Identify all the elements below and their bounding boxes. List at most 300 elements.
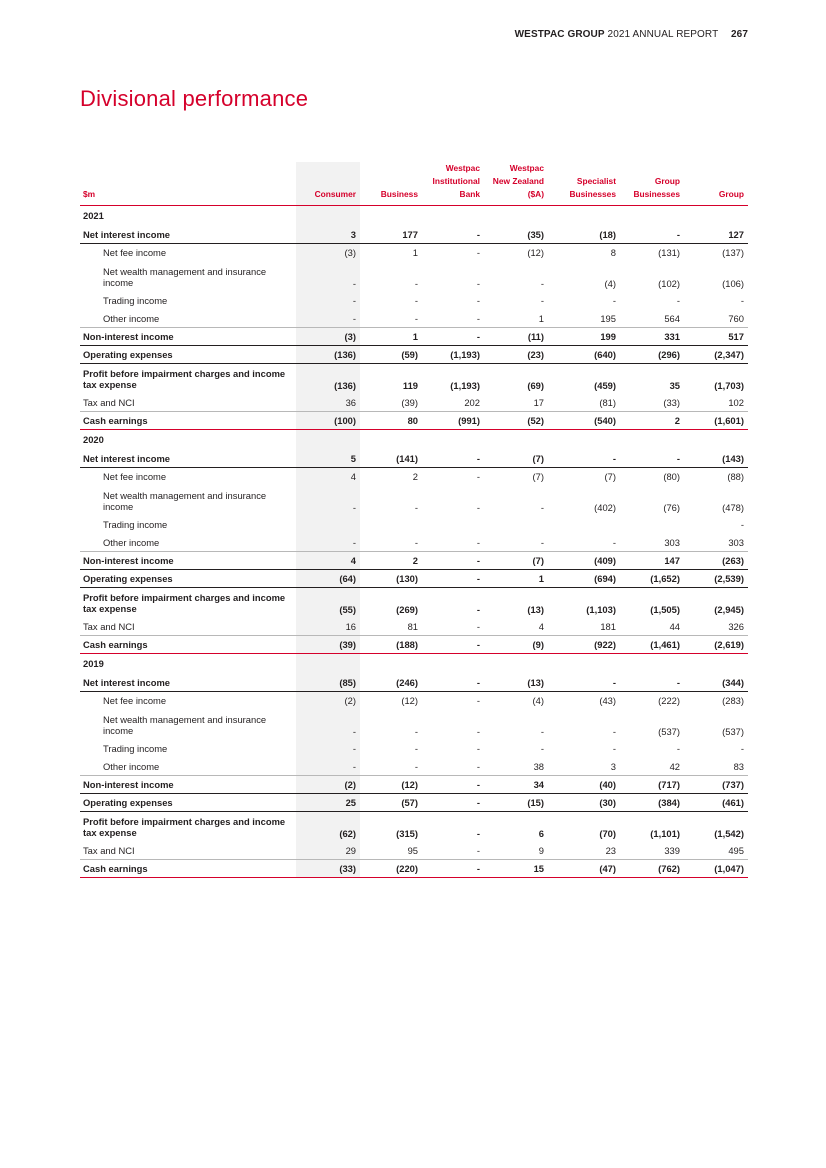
value-cell: (344) — [684, 674, 748, 692]
value-cell: - — [296, 710, 360, 740]
value-cell: 495 — [684, 842, 748, 860]
value-cell: 760 — [684, 310, 748, 328]
value-cell: - — [476, 695, 480, 707]
value-cell: 81 — [360, 618, 422, 636]
value-cell: - — [422, 534, 484, 552]
value-cell: (136) — [296, 364, 360, 394]
value-cell: (737) — [684, 776, 748, 794]
value-cell: 177 — [360, 226, 422, 244]
value-cell: (1,461) — [620, 636, 684, 654]
value-cell: 17 — [484, 394, 548, 412]
empty-cell — [296, 430, 360, 450]
empty-cell — [360, 206, 422, 226]
value-cell: 4 — [296, 468, 360, 486]
row-label: Cash earnings — [80, 860, 296, 878]
table-row — [80, 450, 748, 468]
column-header-line: Businesses — [569, 189, 616, 199]
value-cell: - — [422, 636, 484, 654]
table-row — [80, 292, 748, 310]
value-cell: 199 — [548, 328, 620, 346]
value-cell: - — [296, 310, 360, 328]
value-cell: (1,101) — [650, 827, 680, 839]
value-cell: - — [484, 534, 548, 552]
value-cell: 23 — [548, 842, 620, 860]
value-cell: (12) — [360, 776, 422, 794]
value-cell: - — [422, 758, 484, 776]
value-cell: (222) — [658, 695, 680, 707]
value-cell: 303 — [620, 534, 684, 552]
value-cell: (39) — [360, 394, 422, 412]
value-cell: - — [476, 501, 480, 513]
value-cell: (694) — [548, 570, 620, 588]
value-cell: - — [360, 758, 422, 776]
value-cell: (1,505) — [650, 603, 680, 615]
value-cell: (76) — [663, 501, 680, 513]
value-cell: (102) — [658, 277, 680, 289]
row-label: Net fee income — [103, 471, 167, 483]
column-header — [296, 162, 360, 206]
value-cell: 303 — [684, 534, 748, 552]
row-label: Profit before impairment charges and income tax expense — [83, 367, 286, 390]
empty-cell — [620, 430, 684, 450]
value-cell: 83 — [684, 758, 748, 776]
value-cell: - — [422, 842, 484, 860]
value-cell: (220) — [360, 860, 422, 878]
row-label: Operating expenses — [80, 794, 296, 812]
value-cell: - — [676, 295, 680, 306]
table-row — [80, 674, 748, 692]
value-cell: (137) — [722, 247, 744, 259]
row-label: Net interest income — [80, 226, 296, 244]
row-label: Other income — [80, 534, 296, 552]
value-cell: (88) — [727, 471, 744, 483]
value-cell: (461) — [684, 794, 748, 812]
value-cell: (9) — [484, 636, 548, 654]
value-cell: (30) — [548, 794, 620, 812]
value-cell: - — [360, 534, 422, 552]
value-cell: 181 — [548, 618, 620, 636]
value-cell: 4 — [484, 618, 548, 636]
value-cell: (717) — [620, 776, 684, 794]
value-cell: (315) — [396, 827, 418, 839]
row-label: Non-interest income — [80, 328, 296, 346]
value-cell: 42 — [620, 758, 684, 776]
value-cell: - — [540, 277, 544, 289]
value-cell: (762) — [620, 860, 684, 878]
value-cell: (33) — [620, 394, 684, 412]
value-cell: 15 — [484, 860, 548, 878]
row-label: Trading income — [103, 295, 168, 306]
value-cell: 29 — [296, 842, 360, 860]
column-header-line: Specialist — [576, 176, 616, 186]
row-label: Profit before impairment charges and income tax expense — [83, 591, 286, 614]
table-row — [80, 310, 748, 328]
value-cell: (537) — [722, 725, 744, 737]
empty-cell — [360, 654, 422, 674]
value-cell: 326 — [684, 618, 748, 636]
value-cell — [484, 516, 548, 534]
value-cell: (143) — [684, 450, 748, 468]
column-header-line: Group — [718, 189, 744, 199]
value-cell: - — [612, 743, 616, 754]
empty-cell — [484, 654, 548, 674]
value-cell: - — [422, 450, 484, 468]
value-cell: - — [422, 618, 484, 636]
year-row — [80, 430, 748, 450]
value-cell: - — [422, 570, 484, 588]
value-cell: - — [548, 534, 620, 552]
row-label: Net wealth management and insurance income — [103, 489, 267, 512]
value-cell: (478) — [722, 501, 744, 513]
column-header-line: Business — [380, 189, 418, 199]
value-cell: - — [476, 247, 480, 259]
value-cell: (640) — [548, 346, 620, 364]
value-cell: 34 — [484, 776, 548, 794]
value-cell: (64) — [296, 570, 360, 588]
table-row — [80, 262, 748, 292]
value-cell: (3) — [296, 244, 360, 262]
year-label: 2021 — [83, 210, 104, 222]
value-cell: - — [414, 743, 418, 754]
table-row — [80, 636, 748, 654]
value-cell: 339 — [620, 842, 684, 860]
value-cell: - — [612, 725, 616, 737]
value-cell: - — [476, 603, 480, 615]
running-header — [515, 29, 748, 40]
value-cell: (39) — [296, 636, 360, 654]
value-cell: (2) — [296, 692, 360, 710]
value-cell: (7) — [484, 450, 548, 468]
value-cell: 8 — [610, 247, 616, 259]
column-header — [422, 162, 484, 206]
table-row — [80, 740, 748, 758]
table-row — [80, 364, 748, 394]
column-header — [80, 162, 296, 206]
value-cell: (59) — [360, 346, 422, 364]
value-cell: - — [548, 674, 620, 692]
value-cell: (47) — [548, 860, 620, 878]
table-row — [80, 486, 748, 516]
value-cell: 38 — [484, 758, 548, 776]
value-cell: (1,652) — [620, 570, 684, 588]
value-cell: (2,619) — [684, 636, 748, 654]
table-body — [80, 206, 748, 878]
empty-cell — [684, 430, 748, 450]
table-row — [80, 588, 748, 618]
value-cell: 36 — [296, 394, 360, 412]
value-cell: 16 — [296, 618, 360, 636]
empty-cell — [620, 654, 684, 674]
value-cell: 5 — [296, 450, 360, 468]
year-row — [80, 654, 748, 674]
value-cell: 331 — [620, 328, 684, 346]
value-cell — [422, 516, 484, 534]
value-cell: (409) — [548, 552, 620, 570]
column-header-line: Westpac — [445, 163, 480, 173]
header-report-name: 2021 ANNUAL REPORT — [607, 29, 719, 40]
empty-cell — [296, 206, 360, 226]
value-cell: - — [476, 827, 480, 839]
value-cell: (991) — [422, 412, 484, 430]
value-cell: - — [422, 674, 484, 692]
value-cell: - — [414, 277, 418, 289]
value-cell: - — [740, 519, 744, 530]
value-cell: - — [476, 295, 480, 306]
value-cell: - — [740, 295, 744, 306]
value-cell: (188) — [360, 636, 422, 654]
table-row — [80, 394, 748, 412]
row-label: Non-interest income — [80, 776, 296, 794]
column-header — [484, 162, 548, 206]
table-row — [80, 860, 748, 878]
value-cell: - — [740, 743, 744, 754]
empty-cell — [422, 430, 484, 450]
value-cell: (1,047) — [684, 860, 748, 878]
value-cell: (263) — [684, 552, 748, 570]
value-cell: 2 — [412, 471, 418, 483]
table-row — [80, 842, 748, 860]
table-row — [80, 570, 748, 588]
value-cell: (85) — [296, 674, 360, 692]
table-row — [80, 226, 748, 244]
column-header — [620, 162, 684, 206]
value-cell: 3 — [548, 758, 620, 776]
table-row — [80, 468, 748, 486]
value-cell: 95 — [360, 842, 422, 860]
table-row — [80, 710, 748, 740]
value-cell: - — [296, 758, 360, 776]
table-header — [80, 162, 748, 206]
value-cell: - — [422, 552, 484, 570]
value-cell: (130) — [360, 570, 422, 588]
value-cell: - — [414, 501, 418, 513]
table-row — [80, 794, 748, 812]
column-header-line: ($A) — [527, 189, 544, 199]
value-cell: 1 — [360, 328, 422, 346]
value-cell: 80 — [360, 412, 422, 430]
value-cell: (13) — [527, 603, 544, 615]
empty-cell — [684, 206, 748, 226]
row-label: Trading income — [103, 519, 168, 530]
value-cell: (131) — [658, 247, 680, 259]
value-cell: - — [612, 295, 616, 306]
value-cell: (23) — [484, 346, 548, 364]
row-label: Non-interest income — [80, 552, 296, 570]
value-cell: (3) — [296, 328, 360, 346]
value-cell: 202 — [422, 394, 484, 412]
value-cell: (81) — [548, 394, 620, 412]
value-cell: (1,193) — [422, 346, 484, 364]
value-cell: 1 — [484, 570, 548, 588]
value-cell: (7) — [604, 471, 616, 483]
value-cell: (1,542) — [714, 827, 744, 839]
value-cell: - — [540, 743, 544, 754]
value-cell: (922) — [548, 636, 620, 654]
table-row — [80, 618, 748, 636]
column-header-line: Institutional — [432, 176, 480, 186]
value-cell: - — [422, 860, 484, 878]
table-row — [80, 758, 748, 776]
header-brand: WESTPAC GROUP — [514, 29, 605, 40]
value-cell: (106) — [722, 277, 744, 289]
value-cell: (57) — [360, 794, 422, 812]
row-label: Net wealth management and insurance income — [103, 265, 267, 288]
value-cell: (35) — [484, 226, 548, 244]
value-cell: (62) — [296, 812, 360, 842]
value-cell: 44 — [620, 618, 684, 636]
year-label: 2019 — [83, 658, 104, 670]
column-header-line: New Zealand — [492, 176, 544, 186]
value-cell: (12) — [401, 695, 418, 707]
value-cell: - — [620, 226, 684, 244]
table-row — [80, 552, 748, 570]
value-cell: - — [422, 794, 484, 812]
value-cell: (537) — [658, 725, 680, 737]
value-cell: 102 — [684, 394, 748, 412]
value-cell: 1 — [484, 310, 548, 328]
empty-cell — [296, 654, 360, 674]
empty-cell — [548, 206, 620, 226]
value-cell: (7) — [532, 471, 544, 483]
value-cell: 25 — [296, 794, 360, 812]
value-cell: 127 — [684, 226, 748, 244]
table-row — [80, 412, 748, 430]
value-cell — [620, 516, 684, 534]
column-header-line: Bank — [459, 189, 480, 199]
value-cell: - — [676, 743, 680, 754]
value-cell: (1,703) — [714, 379, 744, 391]
column-header-line: Consumer — [314, 189, 356, 199]
row-label: Net wealth management and insurance income — [103, 713, 267, 736]
page-number: 267 — [731, 29, 748, 40]
empty-cell — [684, 654, 748, 674]
row-label: Other income — [80, 310, 296, 328]
value-cell: 2 — [360, 552, 422, 570]
empty-cell — [484, 206, 548, 226]
value-cell: (11) — [484, 328, 548, 346]
row-label: Cash earnings — [80, 636, 296, 654]
row-label: Tax and NCI — [80, 618, 296, 636]
table-row — [80, 692, 748, 710]
row-label: Net fee income — [103, 247, 167, 259]
divisional-performance-table — [80, 162, 748, 878]
value-cell: (269) — [396, 603, 418, 615]
empty-cell — [484, 430, 548, 450]
value-cell: - — [540, 725, 544, 737]
empty-cell — [548, 654, 620, 674]
empty-cell — [620, 206, 684, 226]
value-cell: - — [548, 450, 620, 468]
empty-cell — [548, 430, 620, 450]
value-cell: (1,193) — [450, 379, 480, 391]
value-cell: (52) — [484, 412, 548, 430]
empty-cell — [422, 206, 484, 226]
row-label: Trading income — [103, 743, 168, 754]
value-cell — [296, 516, 360, 534]
value-cell: (7) — [484, 552, 548, 570]
page-title: Divisional performance — [80, 86, 309, 111]
value-cell: - — [296, 262, 360, 292]
value-cell: - — [476, 471, 480, 483]
value-cell: - — [414, 295, 418, 306]
value-cell: (69) — [527, 379, 544, 391]
value-cell: (55) — [296, 588, 360, 618]
value-cell: (2,945) — [714, 603, 744, 615]
value-cell: 517 — [684, 328, 748, 346]
value-cell: - — [422, 328, 484, 346]
value-cell: - — [476, 277, 480, 289]
value-cell: (1,103) — [586, 603, 616, 615]
value-cell: - — [422, 226, 484, 244]
column-header — [684, 162, 748, 206]
value-cell: (80) — [663, 471, 680, 483]
value-cell: 119 — [402, 379, 418, 391]
value-cell: - — [476, 725, 480, 737]
value-cell: 35 — [669, 379, 680, 391]
value-cell: (2) — [296, 776, 360, 794]
value-cell: - — [296, 740, 360, 758]
empty-cell — [360, 430, 422, 450]
value-cell — [548, 516, 620, 534]
value-cell: (4) — [604, 277, 616, 289]
table-row — [80, 812, 748, 842]
value-cell: (1,601) — [684, 412, 748, 430]
table-row — [80, 328, 748, 346]
value-cell: (4) — [532, 695, 544, 707]
value-cell: - — [540, 295, 544, 306]
value-cell: (540) — [548, 412, 620, 430]
column-header — [360, 162, 422, 206]
value-cell: (43) — [599, 695, 616, 707]
row-label: Net interest income — [80, 674, 296, 692]
table-row — [80, 776, 748, 794]
table-header-row — [80, 162, 748, 206]
value-cell: (402) — [594, 501, 616, 513]
value-cell: (296) — [620, 346, 684, 364]
row-label: Other income — [80, 758, 296, 776]
row-label: Operating expenses — [80, 346, 296, 364]
value-cell: 195 — [548, 310, 620, 328]
value-cell: (100) — [296, 412, 360, 430]
value-cell: - — [620, 450, 684, 468]
value-cell: 3 — [296, 226, 360, 244]
value-cell: - — [540, 501, 544, 513]
value-cell: (2,347) — [684, 346, 748, 364]
column-header-line: $m — [83, 189, 96, 199]
value-cell: 4 — [296, 552, 360, 570]
value-cell: (2,539) — [684, 570, 748, 588]
value-cell: (459) — [594, 379, 616, 391]
value-cell: (13) — [484, 674, 548, 692]
value-cell: - — [476, 743, 480, 754]
table-row — [80, 516, 748, 534]
value-cell: (70) — [599, 827, 616, 839]
value-cell: (40) — [548, 776, 620, 794]
value-cell: (136) — [296, 346, 360, 364]
value-cell: - — [422, 310, 484, 328]
row-label: Tax and NCI — [80, 394, 296, 412]
value-cell: (246) — [360, 674, 422, 692]
year-label: 2020 — [83, 434, 104, 446]
column-header-line: Businesses — [633, 189, 680, 199]
row-label: Profit before impairment charges and income tax expense — [83, 815, 286, 838]
value-cell: (18) — [548, 226, 620, 244]
value-cell: (15) — [484, 794, 548, 812]
table-row — [80, 244, 748, 262]
value-cell: 1 — [412, 247, 418, 259]
table-row — [80, 534, 748, 552]
value-cell: (33) — [296, 860, 360, 878]
